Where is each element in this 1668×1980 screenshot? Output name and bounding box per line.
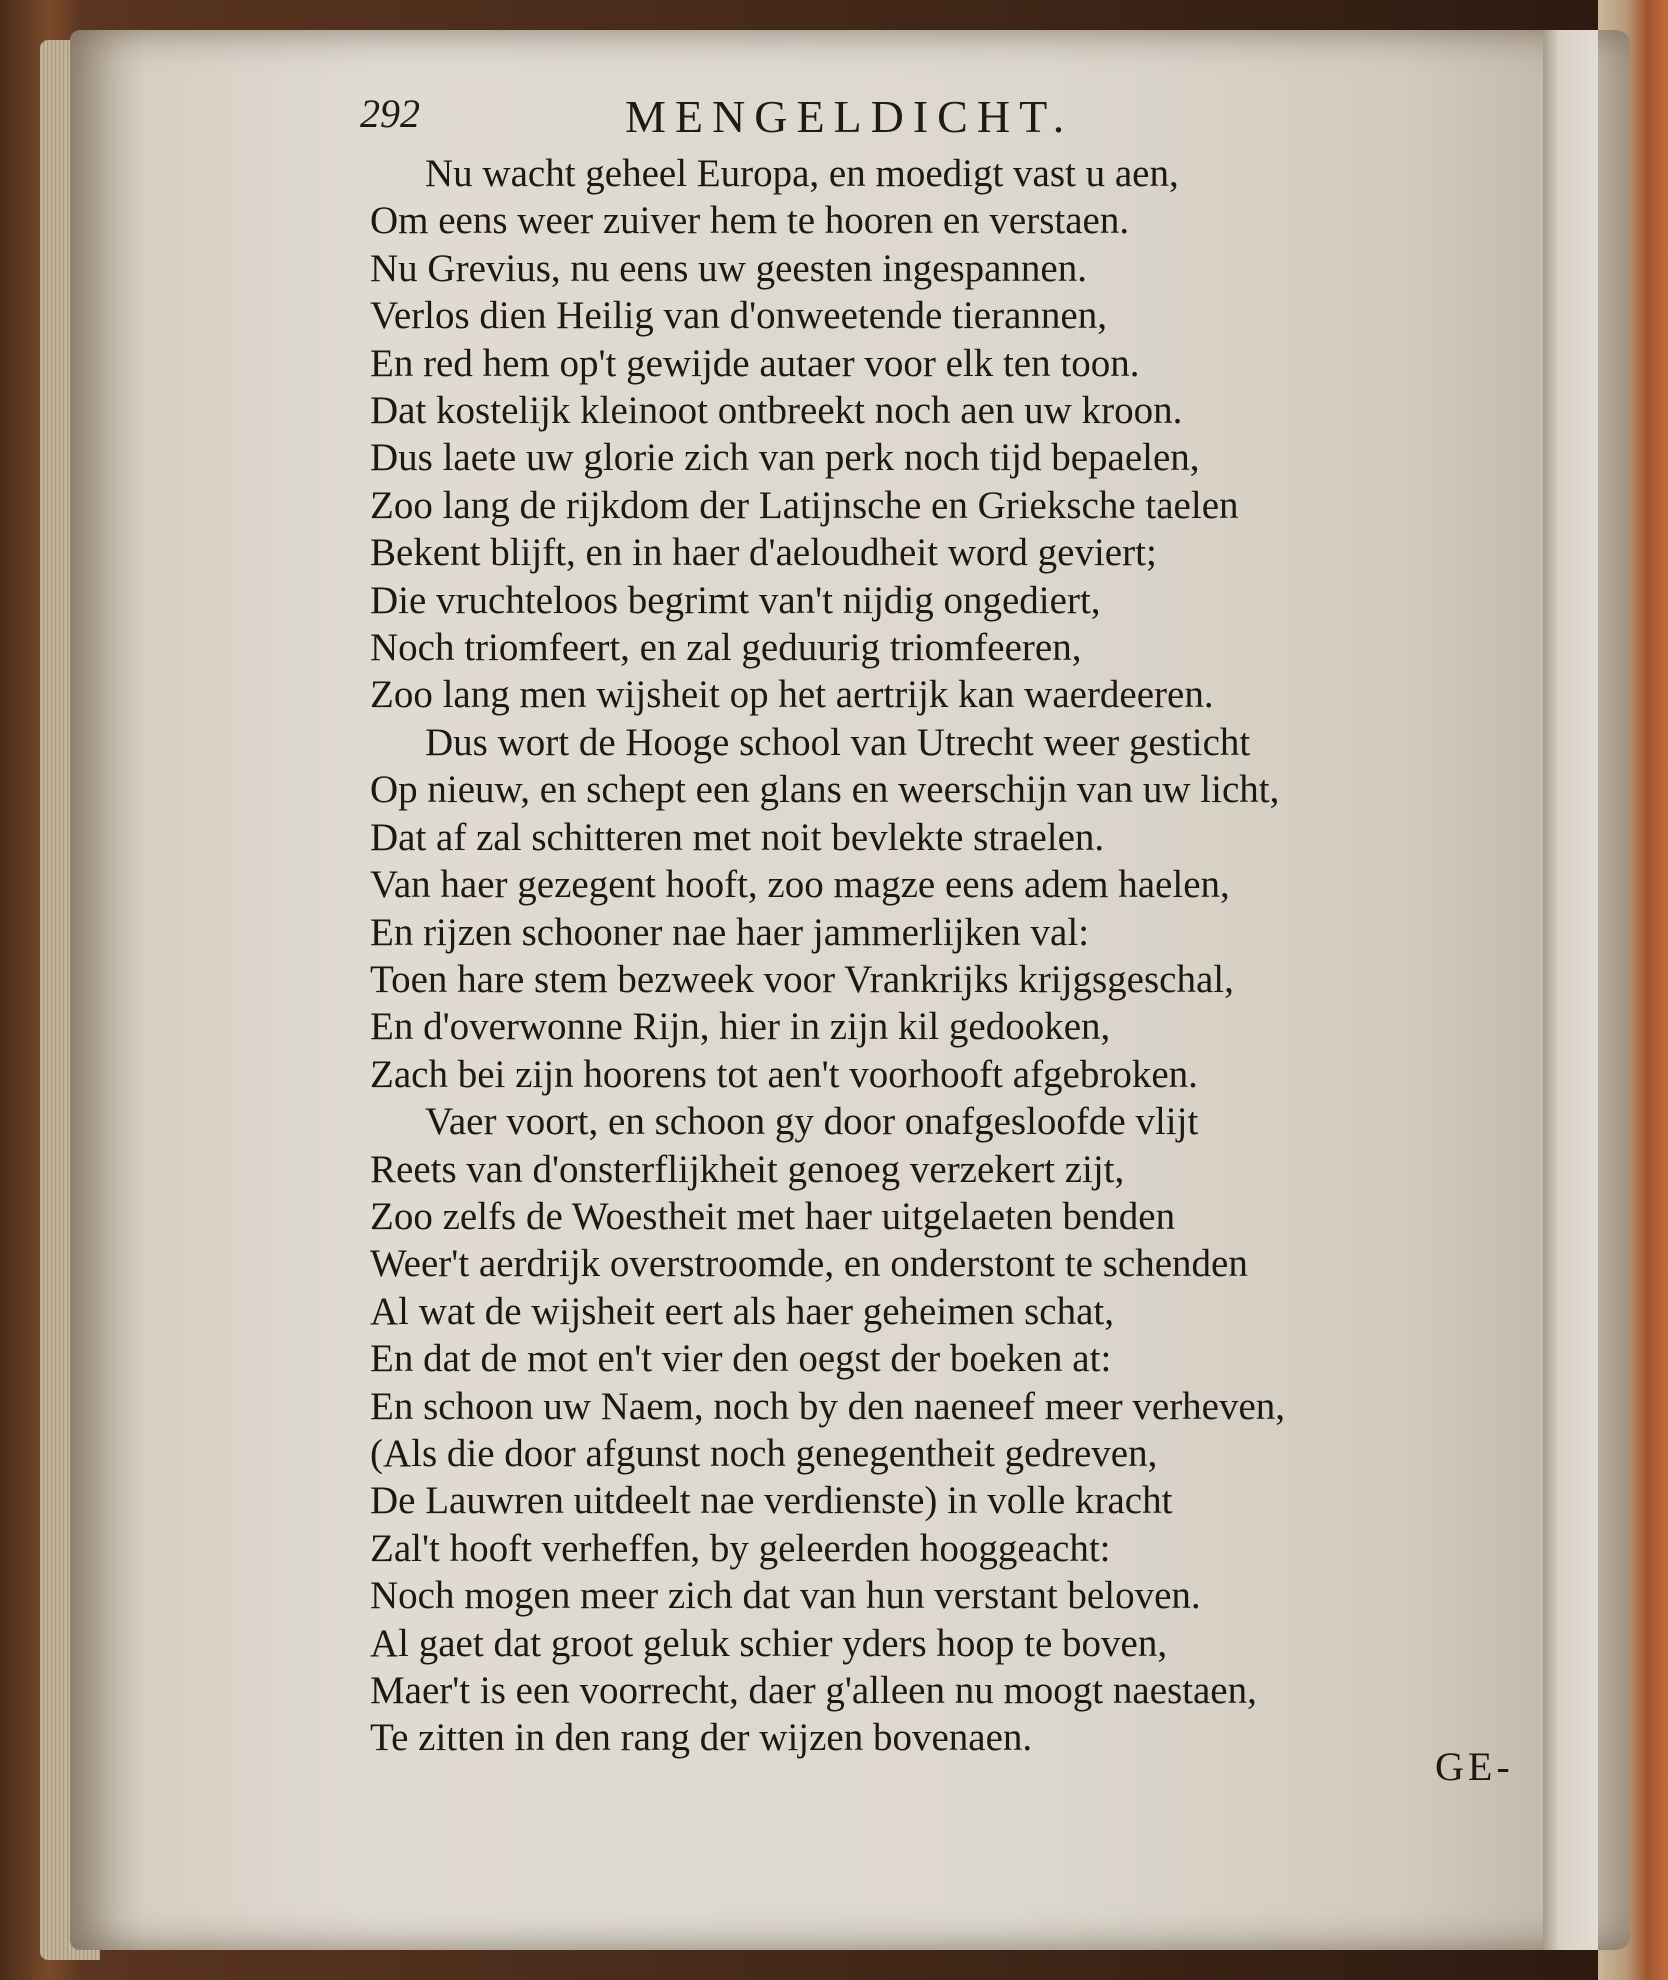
poem-line: Zoo lang de rijkdom der Latijnsche en Grieksche taelen — [370, 483, 1239, 527]
poem-line: Nu wacht geheel Europa, en moedigt vast u aen, — [425, 152, 1179, 195]
page-number: 292 — [360, 91, 420, 136]
poem-line: Vaer voort, en schoon gy door onafgesloofde vlijt — [425, 1100, 1199, 1144]
poem-line: Zoo lang men wijsheit op het aertrijk kan waerdeeren. — [370, 673, 1214, 717]
poem-line: En rijzen schooner nae haer jammerlijken val: — [370, 910, 1090, 954]
page-header — [360, 90, 1390, 150]
poem-line: Toen hare stem bezweek voor Vrankrijks krijgsgeschal, — [370, 957, 1234, 1001]
poem-line: Die vruchteloos begrimt van't nijdig ongediert, — [370, 578, 1101, 622]
poem-line: (Als die door afgunst noch genegentheit gedreven, — [370, 1431, 1158, 1475]
poem-text — [370, 150, 1520, 1762]
poem-line: Verlos dien Heilig van d'onweetende tierannen, — [370, 294, 1107, 338]
poem-line: Weer't aerdrijk overstroomde, en onderstont te schenden — [370, 1242, 1248, 1286]
poem-line: Noch triomfeert, en zal geduurig triomfeeren, — [370, 626, 1082, 670]
poem-line: Van haer gezegent hooft, zoo magze eens adem haelen, — [370, 863, 1230, 907]
poem-line: Om eens weer zuiver hem te hooren en verstaen. — [370, 199, 1130, 243]
poem-line: Dat kostelijk kleinoot ontbreekt noch aen uw kroon. — [370, 389, 1183, 433]
catchword: GE- — [1435, 1744, 1514, 1789]
poem-line: De Lauwren uitdeelt nae verdienste) in volle kracht — [370, 1479, 1173, 1523]
poem-line: En dat de mot en't vier den oegst der boeken at: — [370, 1337, 1112, 1381]
poem-line: Bekent blijft, en in haer d'aeloudheit word geviert; — [370, 531, 1157, 575]
facing-page-edge — [1543, 30, 1598, 1950]
poem-line: Nu Grevius, nu eens uw geesten ingespannen. — [370, 246, 1087, 290]
poem-line: Zoo zelfs de Woestheit met haer uitgelaeten benden — [370, 1194, 1176, 1238]
poem-line: Zal't hooft verheffen, by geleerden hooggeacht: — [370, 1526, 1111, 1570]
poem-line: Noch mogen meer zich dat van hun verstant beloven. — [370, 1574, 1201, 1618]
poem-line: Zach bei zijn hoorens tot aen't voorhooft afgebroken. — [370, 1052, 1198, 1096]
poem-line: Dus laete uw glorie zich van perk noch tijd bepaelen, — [370, 436, 1200, 480]
poem-line: Dat af zal schitteren met noit bevlekte straelen. — [370, 815, 1105, 859]
running-title: MENGELDICHT. — [625, 91, 1074, 142]
poem-line: Al wat de wijsheit eert als haer geheimen schat, — [370, 1289, 1114, 1333]
poem-line: Op nieuw, en schept een glans en weerschijn van uw licht, — [370, 768, 1280, 812]
poem-line: Al gaet dat groot geluk schier yders hoop te boven, — [370, 1621, 1168, 1665]
poem-line: Reets van d'onsterflijkheit genoeg verzekert zijt, — [370, 1147, 1125, 1191]
poem-line: Dus wort de Hooge school van Utrecht weer gesticht — [425, 720, 1251, 764]
poem-line: En schoon uw Naem, noch by den naeneef meer verheven, — [370, 1384, 1286, 1428]
poem-line: Maer't is een voorrecht, daer g'alleen nu moogt naestaen, — [370, 1669, 1257, 1712]
poem-line: En d'overwonne Rijn, hier in zijn kil gedooken, — [370, 1005, 1111, 1049]
poem-line: En red hem op't gewijde autaer voor elk ten toon. — [370, 341, 1140, 385]
poem-line: Te zitten in den rang der wijzen bovenaen. — [370, 1716, 1033, 1760]
